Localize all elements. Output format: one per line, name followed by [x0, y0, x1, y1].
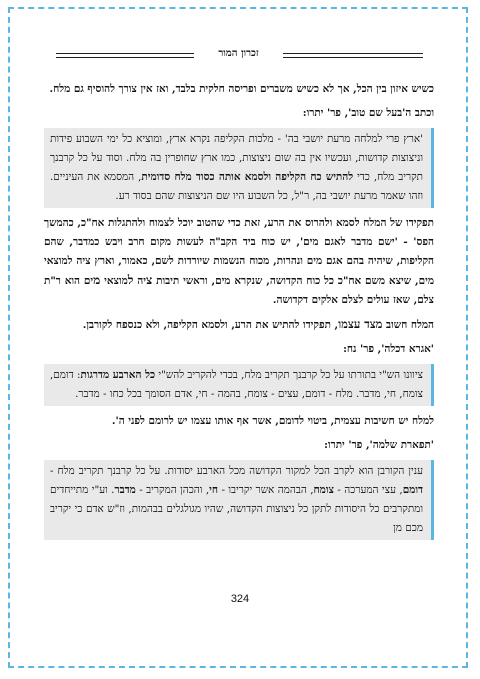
quote-text: 'ארץ פרי למלחה מרעת יושבי בה' - מלכות הקליפה נקרא ארץ, ומוציא כל ימי השבוע פידות וניצוצות קדושות, ועכשיו אין בה שום ניצוצות, כמו ארץ שחופרין בה מלח. וסוד על כל קרבנך תקריב מלח, כדי	[50, 133, 424, 183]
quote-agra-dekala	[44, 364, 434, 406]
paragraph-2	[44, 214, 434, 310]
quote-bold: צומח	[313, 484, 334, 496]
page-number: 324	[230, 593, 250, 605]
quote-tiferet-shlomo	[44, 460, 434, 540]
quote-text: , עצי המערכה -	[333, 484, 403, 496]
header-rule-left	[56, 53, 194, 58]
paragraph-text: מוצאי	[100, 275, 128, 287]
paragraph-3	[44, 315, 434, 335]
quote-text: : דומם, צומח, חי, מדבר. מלח - דומם, עצים - צומח, בהמה - חי, אדם הסומך בכל כחו - מדבר.	[50, 369, 423, 400]
quote-bold: כל הארבע מדרגות	[80, 369, 156, 381]
quote-text: , הבהמה אשר יקריבו -	[218, 484, 314, 496]
quote-text: ענין הקורבן הוא לקרב הכל למקור הקדושה מכל הארבע יסודות. על כל קרבנך תקריב מלח -	[50, 465, 423, 477]
paragraph-text: תפקידו של המלח לסמא ולהרוס את הרע, זאת כדי שהטוב יוכל לצמוח ולהתגלות אח"כ, כהמשך הפס' - 'ישם מדבר לאגם מים', יש כוח ביד הקב"ה לעשות מקום חרב ויבש כמדבר, שהם הקליפות, שיהיה בהם אגם מים ונהרות, מכוח הנשמות שיורדות לשם, כאמור, וארץ ציה למוצאי מים, שיצא משם אח"כ כל כוח הקדושה, שנקרא מים, וראשי תיבות	[44, 217, 434, 287]
page-body	[44, 80, 434, 546]
quote-bold: מדבר	[114, 484, 136, 496]
quote-bold: חי	[209, 484, 219, 496]
source-tiferet-shlomo: 'תפארת שלמה', פר' יתרו:	[324, 439, 434, 451]
paragraph-emphasis: מצד עצמו	[338, 317, 383, 331]
source-besht: וכתב ה'בעל שם טוב', פר' יתרו:	[302, 107, 434, 119]
paragraph-text: המלח חשוב	[382, 319, 434, 331]
quote-text: ציוונו הש"י בתורתו על כל קרבנך תקריב מלח, בכדי להקריב להש"י	[155, 369, 423, 381]
source-agra-dekala: 'אגרא דכלה', פר' נח:	[343, 343, 434, 355]
quote-text: , המסמא את העיניים. וזהו שאמר מרעת יושבי בה, ר"ל, כל השבוע היו שם הניצוצות שהם בסוד רע.	[50, 171, 423, 202]
paragraph-1: כשיש איזון בין הכל, אך לא כשיש משברים ופריסה חלקית בלבד, ואז אין צורך להוסיף גם מלח.	[49, 83, 434, 95]
running-header	[56, 50, 423, 64]
header-title: זכרון המור	[218, 48, 259, 59]
quote-text: , והכהן המקריב -	[135, 484, 210, 496]
quote-bold: להתיש כח הקליפה ולסמא אותה כסוד מלח סדומית	[141, 171, 354, 183]
acronym-letter: מ	[93, 273, 101, 287]
header-rule-right	[283, 53, 423, 58]
quote-bold: דומם	[402, 484, 423, 496]
quote-besht	[44, 128, 434, 208]
paragraph-text: ים הוא ר"ת צלם, שאז עולים לצלם אלקים דקדושה.	[44, 275, 434, 306]
paragraph-text: , תפקידו להתיש את הרע, ולסמא הקליפה, ולא כנספח לקורבן.	[82, 319, 339, 331]
acronym-letter: צ	[145, 273, 153, 287]
paragraph-text: יה	[133, 275, 146, 287]
acronym-letter: ל	[127, 273, 134, 287]
quote-text: . וע"י מתייחדים ומתקרבים כל היסודות לתקן כל ניצוצות הקדושה, שהיו מגולגלים בבהמות, וז"ש אדם כי יקריב מכם מן	[50, 484, 423, 534]
paragraph-4: למלח יש חשיבות עצמית, ביטוי לדומם, אשר אף אותו עצמו יש לרומם לפני ה'.	[111, 415, 434, 427]
